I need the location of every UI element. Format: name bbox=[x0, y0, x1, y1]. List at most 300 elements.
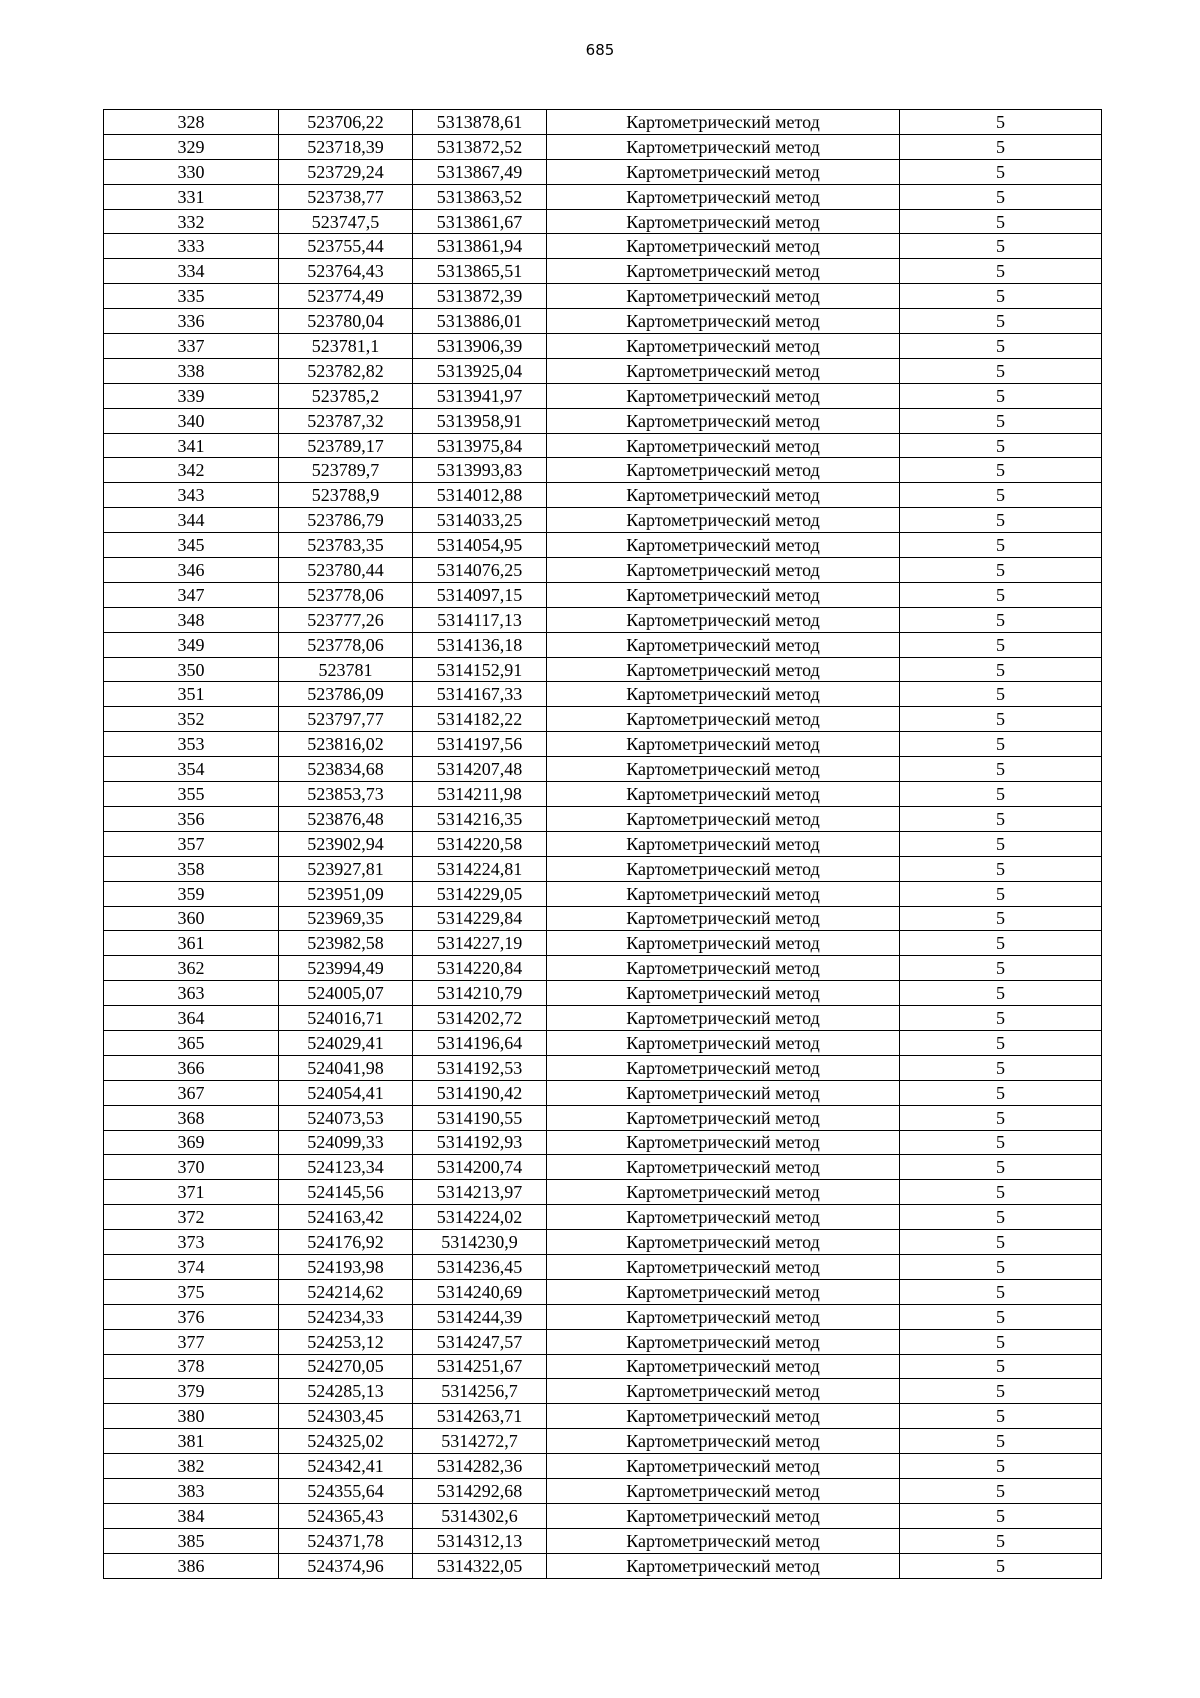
value-cell: 5 bbox=[900, 383, 1102, 408]
value-cell: 5 bbox=[900, 1528, 1102, 1553]
x-coordinate-cell: 524016,71 bbox=[279, 1006, 413, 1031]
table-row bbox=[104, 110, 1102, 135]
y-coordinate-cell: 5314251,67 bbox=[413, 1354, 547, 1379]
x-coordinate-cell: 524054,41 bbox=[279, 1080, 413, 1105]
y-coordinate-cell: 5314152,91 bbox=[413, 657, 547, 682]
method-cell: Картометрический метод bbox=[547, 1230, 900, 1255]
y-coordinate-cell: 5314247,57 bbox=[413, 1329, 547, 1354]
point-number-cell: 375 bbox=[104, 1279, 279, 1304]
x-coordinate-cell: 523764,43 bbox=[279, 259, 413, 284]
table-row bbox=[104, 1454, 1102, 1479]
point-number-cell: 359 bbox=[104, 881, 279, 906]
value-cell: 5 bbox=[900, 657, 1102, 682]
table-row bbox=[104, 334, 1102, 359]
y-coordinate-cell: 5314224,02 bbox=[413, 1205, 547, 1230]
x-coordinate-cell: 523969,35 bbox=[279, 906, 413, 931]
y-coordinate-cell: 5314240,69 bbox=[413, 1279, 547, 1304]
y-coordinate-cell: 5314302,6 bbox=[413, 1503, 547, 1528]
method-cell: Картометрический метод bbox=[547, 458, 900, 483]
value-cell: 5 bbox=[900, 1055, 1102, 1080]
method-cell: Картометрический метод bbox=[547, 284, 900, 309]
y-coordinate-cell: 5313861,67 bbox=[413, 209, 547, 234]
point-number-cell: 348 bbox=[104, 607, 279, 632]
x-coordinate-cell: 523788,9 bbox=[279, 483, 413, 508]
y-coordinate-cell: 5314054,95 bbox=[413, 533, 547, 558]
point-number-cell: 367 bbox=[104, 1080, 279, 1105]
method-cell: Картометрический метод bbox=[547, 358, 900, 383]
y-coordinate-cell: 5314211,98 bbox=[413, 782, 547, 807]
value-cell: 5 bbox=[900, 533, 1102, 558]
value-cell: 5 bbox=[900, 682, 1102, 707]
x-coordinate-cell: 523781,1 bbox=[279, 334, 413, 359]
point-number-cell: 349 bbox=[104, 632, 279, 657]
value-cell: 5 bbox=[900, 334, 1102, 359]
value-cell: 5 bbox=[900, 1254, 1102, 1279]
y-coordinate-cell: 5314216,35 bbox=[413, 806, 547, 831]
point-number-cell: 343 bbox=[104, 483, 279, 508]
table-row bbox=[104, 1329, 1102, 1354]
y-coordinate-cell: 5314236,45 bbox=[413, 1254, 547, 1279]
point-number-cell: 384 bbox=[104, 1503, 279, 1528]
point-number-cell: 372 bbox=[104, 1205, 279, 1230]
x-coordinate-cell: 524371,78 bbox=[279, 1528, 413, 1553]
table-row bbox=[104, 1055, 1102, 1080]
y-coordinate-cell: 5313975,84 bbox=[413, 433, 547, 458]
table-row bbox=[104, 1404, 1102, 1429]
x-coordinate-cell: 524145,56 bbox=[279, 1180, 413, 1205]
table-row bbox=[104, 383, 1102, 408]
method-cell: Картометрический метод bbox=[547, 184, 900, 209]
point-number-cell: 350 bbox=[104, 657, 279, 682]
value-cell: 5 bbox=[900, 931, 1102, 956]
x-coordinate-cell: 523789,7 bbox=[279, 458, 413, 483]
y-coordinate-cell: 5313872,52 bbox=[413, 134, 547, 159]
method-cell: Картометрический метод bbox=[547, 334, 900, 359]
table-row bbox=[104, 956, 1102, 981]
table-row bbox=[104, 1553, 1102, 1578]
method-cell: Картометрический метод bbox=[547, 1354, 900, 1379]
y-coordinate-cell: 5314190,42 bbox=[413, 1080, 547, 1105]
point-number-cell: 366 bbox=[104, 1055, 279, 1080]
table-row bbox=[104, 234, 1102, 259]
point-number-cell: 342 bbox=[104, 458, 279, 483]
table-row bbox=[104, 906, 1102, 931]
table-row bbox=[104, 1379, 1102, 1404]
value-cell: 5 bbox=[900, 582, 1102, 607]
method-cell: Картометрический метод bbox=[547, 607, 900, 632]
method-cell: Картометрический метод bbox=[547, 1080, 900, 1105]
point-number-cell: 358 bbox=[104, 856, 279, 881]
point-number-cell: 386 bbox=[104, 1553, 279, 1578]
x-coordinate-cell: 524123,34 bbox=[279, 1155, 413, 1180]
table-row bbox=[104, 309, 1102, 334]
method-cell: Картометрический метод bbox=[547, 134, 900, 159]
point-number-cell: 330 bbox=[104, 159, 279, 184]
value-cell: 5 bbox=[900, 1180, 1102, 1205]
x-coordinate-cell: 523786,09 bbox=[279, 682, 413, 707]
value-cell: 5 bbox=[900, 408, 1102, 433]
method-cell: Картометрический метод bbox=[547, 732, 900, 757]
method-cell: Картометрический метод bbox=[547, 682, 900, 707]
point-number-cell: 381 bbox=[104, 1429, 279, 1454]
page-number: 685 bbox=[585, 41, 615, 59]
value-cell: 5 bbox=[900, 732, 1102, 757]
point-number-cell: 338 bbox=[104, 358, 279, 383]
y-coordinate-cell: 5314272,7 bbox=[413, 1429, 547, 1454]
method-cell: Картометрический метод bbox=[547, 757, 900, 782]
value-cell: 5 bbox=[900, 1379, 1102, 1404]
value-cell: 5 bbox=[900, 856, 1102, 881]
point-number-cell: 363 bbox=[104, 981, 279, 1006]
table-body bbox=[104, 110, 1102, 1579]
x-coordinate-cell: 524099,33 bbox=[279, 1130, 413, 1155]
method-cell: Картометрический метод bbox=[547, 1105, 900, 1130]
y-coordinate-cell: 5314012,88 bbox=[413, 483, 547, 508]
method-cell: Картометрический метод bbox=[547, 1205, 900, 1230]
table-row bbox=[104, 1503, 1102, 1528]
x-coordinate-cell: 523789,17 bbox=[279, 433, 413, 458]
y-coordinate-cell: 5314190,55 bbox=[413, 1105, 547, 1130]
x-coordinate-cell: 523778,06 bbox=[279, 582, 413, 607]
table-row bbox=[104, 1155, 1102, 1180]
y-coordinate-cell: 5314263,71 bbox=[413, 1404, 547, 1429]
x-coordinate-cell: 524374,96 bbox=[279, 1553, 413, 1578]
x-coordinate-cell: 524270,05 bbox=[279, 1354, 413, 1379]
table-row bbox=[104, 782, 1102, 807]
value-cell: 5 bbox=[900, 309, 1102, 334]
y-coordinate-cell: 5314117,13 bbox=[413, 607, 547, 632]
point-number-cell: 376 bbox=[104, 1304, 279, 1329]
y-coordinate-cell: 5314197,56 bbox=[413, 732, 547, 757]
value-cell: 5 bbox=[900, 1080, 1102, 1105]
table-row bbox=[104, 159, 1102, 184]
coordinates-table bbox=[103, 109, 1102, 1579]
y-coordinate-cell: 5313872,39 bbox=[413, 284, 547, 309]
method-cell: Картометрический метод bbox=[547, 1130, 900, 1155]
y-coordinate-cell: 5313886,01 bbox=[413, 309, 547, 334]
y-coordinate-cell: 5313878,61 bbox=[413, 110, 547, 135]
value-cell: 5 bbox=[900, 1279, 1102, 1304]
table-row bbox=[104, 1180, 1102, 1205]
value-cell: 5 bbox=[900, 1429, 1102, 1454]
table-row bbox=[104, 1304, 1102, 1329]
x-coordinate-cell: 524253,12 bbox=[279, 1329, 413, 1354]
value-cell: 5 bbox=[900, 1006, 1102, 1031]
y-coordinate-cell: 5314097,15 bbox=[413, 582, 547, 607]
table-row bbox=[104, 134, 1102, 159]
y-coordinate-cell: 5314220,58 bbox=[413, 831, 547, 856]
method-cell: Картометрический метод bbox=[547, 433, 900, 458]
y-coordinate-cell: 5314200,74 bbox=[413, 1155, 547, 1180]
method-cell: Картометрический метод bbox=[547, 856, 900, 881]
table-row bbox=[104, 1006, 1102, 1031]
method-cell: Картометрический метод bbox=[547, 632, 900, 657]
table-row bbox=[104, 1130, 1102, 1155]
x-coordinate-cell: 524303,45 bbox=[279, 1404, 413, 1429]
x-coordinate-cell: 523834,68 bbox=[279, 757, 413, 782]
x-coordinate-cell: 524176,92 bbox=[279, 1230, 413, 1255]
method-cell: Картометрический метод bbox=[547, 508, 900, 533]
point-number-cell: 333 bbox=[104, 234, 279, 259]
method-cell: Картометрический метод bbox=[547, 1379, 900, 1404]
point-number-cell: 344 bbox=[104, 508, 279, 533]
method-cell: Картометрический метод bbox=[547, 806, 900, 831]
x-coordinate-cell: 523780,04 bbox=[279, 309, 413, 334]
value-cell: 5 bbox=[900, 483, 1102, 508]
method-cell: Картометрический метод bbox=[547, 259, 900, 284]
point-number-cell: 377 bbox=[104, 1329, 279, 1354]
y-coordinate-cell: 5314230,9 bbox=[413, 1230, 547, 1255]
method-cell: Картометрический метод bbox=[547, 408, 900, 433]
x-coordinate-cell: 524234,33 bbox=[279, 1304, 413, 1329]
y-coordinate-cell: 5314213,97 bbox=[413, 1180, 547, 1205]
value-cell: 5 bbox=[900, 159, 1102, 184]
table-row bbox=[104, 582, 1102, 607]
y-coordinate-cell: 5314282,36 bbox=[413, 1454, 547, 1479]
table-row bbox=[104, 358, 1102, 383]
y-coordinate-cell: 5314136,18 bbox=[413, 632, 547, 657]
x-coordinate-cell: 523783,35 bbox=[279, 533, 413, 558]
x-coordinate-cell: 523782,82 bbox=[279, 358, 413, 383]
point-number-cell: 336 bbox=[104, 309, 279, 334]
method-cell: Картометрический метод bbox=[547, 1429, 900, 1454]
y-coordinate-cell: 5314196,64 bbox=[413, 1030, 547, 1055]
value-cell: 5 bbox=[900, 757, 1102, 782]
method-cell: Картометрический метод bbox=[547, 1503, 900, 1528]
point-number-cell: 331 bbox=[104, 184, 279, 209]
value-cell: 5 bbox=[900, 1155, 1102, 1180]
table-row bbox=[104, 1205, 1102, 1230]
method-cell: Картометрический метод bbox=[547, 1329, 900, 1354]
point-number-cell: 334 bbox=[104, 259, 279, 284]
y-coordinate-cell: 5314192,53 bbox=[413, 1055, 547, 1080]
value-cell: 5 bbox=[900, 1130, 1102, 1155]
method-cell: Картометрический метод bbox=[547, 110, 900, 135]
y-coordinate-cell: 5314167,33 bbox=[413, 682, 547, 707]
method-cell: Картометрический метод bbox=[547, 782, 900, 807]
point-number-cell: 339 bbox=[104, 383, 279, 408]
value-cell: 5 bbox=[900, 806, 1102, 831]
method-cell: Картометрический метод bbox=[547, 483, 900, 508]
y-coordinate-cell: 5314210,79 bbox=[413, 981, 547, 1006]
point-number-cell: 353 bbox=[104, 732, 279, 757]
point-number-cell: 383 bbox=[104, 1478, 279, 1503]
table-row bbox=[104, 1030, 1102, 1055]
x-coordinate-cell: 524029,41 bbox=[279, 1030, 413, 1055]
x-coordinate-cell: 523876,48 bbox=[279, 806, 413, 831]
method-cell: Картометрический метод bbox=[547, 1478, 900, 1503]
table-row bbox=[104, 184, 1102, 209]
x-coordinate-cell: 523853,73 bbox=[279, 782, 413, 807]
table-row bbox=[104, 607, 1102, 632]
point-number-cell: 337 bbox=[104, 334, 279, 359]
point-number-cell: 356 bbox=[104, 806, 279, 831]
table-row bbox=[104, 931, 1102, 956]
value-cell: 5 bbox=[900, 458, 1102, 483]
table-row bbox=[104, 856, 1102, 881]
table-row bbox=[104, 408, 1102, 433]
value-cell: 5 bbox=[900, 981, 1102, 1006]
x-coordinate-cell: 524041,98 bbox=[279, 1055, 413, 1080]
value-cell: 5 bbox=[900, 259, 1102, 284]
table-row bbox=[104, 209, 1102, 234]
method-cell: Картометрический метод bbox=[547, 309, 900, 334]
x-coordinate-cell: 523755,44 bbox=[279, 234, 413, 259]
method-cell: Картометрический метод bbox=[547, 209, 900, 234]
method-cell: Картометрический метод bbox=[547, 981, 900, 1006]
point-number-cell: 368 bbox=[104, 1105, 279, 1130]
table-row bbox=[104, 1478, 1102, 1503]
x-coordinate-cell: 523729,24 bbox=[279, 159, 413, 184]
value-cell: 5 bbox=[900, 1503, 1102, 1528]
x-coordinate-cell: 523785,2 bbox=[279, 383, 413, 408]
value-cell: 5 bbox=[900, 234, 1102, 259]
y-coordinate-cell: 5314312,13 bbox=[413, 1528, 547, 1553]
value-cell: 5 bbox=[900, 1354, 1102, 1379]
point-number-cell: 340 bbox=[104, 408, 279, 433]
value-cell: 5 bbox=[900, 284, 1102, 309]
x-coordinate-cell: 523786,79 bbox=[279, 508, 413, 533]
x-coordinate-cell: 523738,77 bbox=[279, 184, 413, 209]
point-number-cell: 371 bbox=[104, 1180, 279, 1205]
y-coordinate-cell: 5313865,51 bbox=[413, 259, 547, 284]
table-row bbox=[104, 1279, 1102, 1304]
table-row bbox=[104, 1354, 1102, 1379]
table-row bbox=[104, 1429, 1102, 1454]
method-cell: Картометрический метод bbox=[547, 831, 900, 856]
x-coordinate-cell: 523816,02 bbox=[279, 732, 413, 757]
y-coordinate-cell: 5314076,25 bbox=[413, 558, 547, 583]
x-coordinate-cell: 524073,53 bbox=[279, 1105, 413, 1130]
point-number-cell: 374 bbox=[104, 1254, 279, 1279]
x-coordinate-cell: 524285,13 bbox=[279, 1379, 413, 1404]
table-row bbox=[104, 981, 1102, 1006]
point-number-cell: 370 bbox=[104, 1155, 279, 1180]
value-cell: 5 bbox=[900, 433, 1102, 458]
method-cell: Картометрический метод bbox=[547, 1528, 900, 1553]
method-cell: Картометрический метод bbox=[547, 956, 900, 981]
value-cell: 5 bbox=[900, 1304, 1102, 1329]
point-number-cell: 332 bbox=[104, 209, 279, 234]
method-cell: Картометрический метод bbox=[547, 1279, 900, 1304]
method-cell: Картометрический метод bbox=[547, 1006, 900, 1031]
value-cell: 5 bbox=[900, 508, 1102, 533]
table-row bbox=[104, 458, 1102, 483]
method-cell: Картометрический метод bbox=[547, 159, 900, 184]
method-cell: Картометрический метод bbox=[547, 1055, 900, 1080]
y-coordinate-cell: 5313867,49 bbox=[413, 159, 547, 184]
value-cell: 5 bbox=[900, 707, 1102, 732]
point-number-cell: 378 bbox=[104, 1354, 279, 1379]
value-cell: 5 bbox=[900, 134, 1102, 159]
y-coordinate-cell: 5314229,84 bbox=[413, 906, 547, 931]
point-number-cell: 355 bbox=[104, 782, 279, 807]
value-cell: 5 bbox=[900, 782, 1102, 807]
method-cell: Картометрический метод bbox=[547, 1155, 900, 1180]
method-cell: Картометрический метод bbox=[547, 1254, 900, 1279]
x-coordinate-cell: 523927,81 bbox=[279, 856, 413, 881]
value-cell: 5 bbox=[900, 1454, 1102, 1479]
y-coordinate-cell: 5313958,91 bbox=[413, 408, 547, 433]
method-cell: Картометрический метод bbox=[547, 1454, 900, 1479]
method-cell: Картометрический метод bbox=[547, 582, 900, 607]
x-coordinate-cell: 524193,98 bbox=[279, 1254, 413, 1279]
x-coordinate-cell: 523718,39 bbox=[279, 134, 413, 159]
table-row bbox=[104, 433, 1102, 458]
value-cell: 5 bbox=[900, 881, 1102, 906]
y-coordinate-cell: 5314229,05 bbox=[413, 881, 547, 906]
y-coordinate-cell: 5314322,05 bbox=[413, 1553, 547, 1578]
method-cell: Картометрический метод bbox=[547, 707, 900, 732]
y-coordinate-cell: 5314192,93 bbox=[413, 1130, 547, 1155]
point-number-cell: 379 bbox=[104, 1379, 279, 1404]
x-coordinate-cell: 523994,49 bbox=[279, 956, 413, 981]
value-cell: 5 bbox=[900, 831, 1102, 856]
point-number-cell: 335 bbox=[104, 284, 279, 309]
y-coordinate-cell: 5314202,72 bbox=[413, 1006, 547, 1031]
x-coordinate-cell: 523902,94 bbox=[279, 831, 413, 856]
point-number-cell: 328 bbox=[104, 110, 279, 135]
point-number-cell: 382 bbox=[104, 1454, 279, 1479]
x-coordinate-cell: 523781 bbox=[279, 657, 413, 682]
x-coordinate-cell: 523787,32 bbox=[279, 408, 413, 433]
method-cell: Картометрический метод bbox=[547, 906, 900, 931]
point-number-cell: 385 bbox=[104, 1528, 279, 1553]
y-coordinate-cell: 5314244,39 bbox=[413, 1304, 547, 1329]
value-cell: 5 bbox=[900, 1205, 1102, 1230]
point-number-cell: 361 bbox=[104, 931, 279, 956]
table-row bbox=[104, 657, 1102, 682]
y-coordinate-cell: 5313925,04 bbox=[413, 358, 547, 383]
table-row bbox=[104, 757, 1102, 782]
y-coordinate-cell: 5313993,83 bbox=[413, 458, 547, 483]
y-coordinate-cell: 5314292,68 bbox=[413, 1478, 547, 1503]
point-number-cell: 347 bbox=[104, 582, 279, 607]
point-number-cell: 351 bbox=[104, 682, 279, 707]
value-cell: 5 bbox=[900, 1553, 1102, 1578]
x-coordinate-cell: 524214,62 bbox=[279, 1279, 413, 1304]
table-row bbox=[104, 881, 1102, 906]
point-number-cell: 360 bbox=[104, 906, 279, 931]
x-coordinate-cell: 523778,06 bbox=[279, 632, 413, 657]
value-cell: 5 bbox=[900, 1478, 1102, 1503]
y-coordinate-cell: 5313861,94 bbox=[413, 234, 547, 259]
point-number-cell: 380 bbox=[104, 1404, 279, 1429]
table-row bbox=[104, 1528, 1102, 1553]
method-cell: Картометрический метод bbox=[547, 234, 900, 259]
point-number-cell: 357 bbox=[104, 831, 279, 856]
table-row bbox=[104, 682, 1102, 707]
point-number-cell: 346 bbox=[104, 558, 279, 583]
y-coordinate-cell: 5314256,7 bbox=[413, 1379, 547, 1404]
x-coordinate-cell: 523951,09 bbox=[279, 881, 413, 906]
method-cell: Картометрический метод bbox=[547, 657, 900, 682]
point-number-cell: 352 bbox=[104, 707, 279, 732]
table-row bbox=[104, 483, 1102, 508]
value-cell: 5 bbox=[900, 184, 1102, 209]
method-cell: Картометрический метод bbox=[547, 558, 900, 583]
x-coordinate-cell: 523774,49 bbox=[279, 284, 413, 309]
x-coordinate-cell: 524355,64 bbox=[279, 1478, 413, 1503]
y-coordinate-cell: 5314033,25 bbox=[413, 508, 547, 533]
x-coordinate-cell: 523982,58 bbox=[279, 931, 413, 956]
point-number-cell: 341 bbox=[104, 433, 279, 458]
value-cell: 5 bbox=[900, 956, 1102, 981]
table-row bbox=[104, 558, 1102, 583]
x-coordinate-cell: 524325,02 bbox=[279, 1429, 413, 1454]
table-row bbox=[104, 806, 1102, 831]
table-row bbox=[104, 632, 1102, 657]
